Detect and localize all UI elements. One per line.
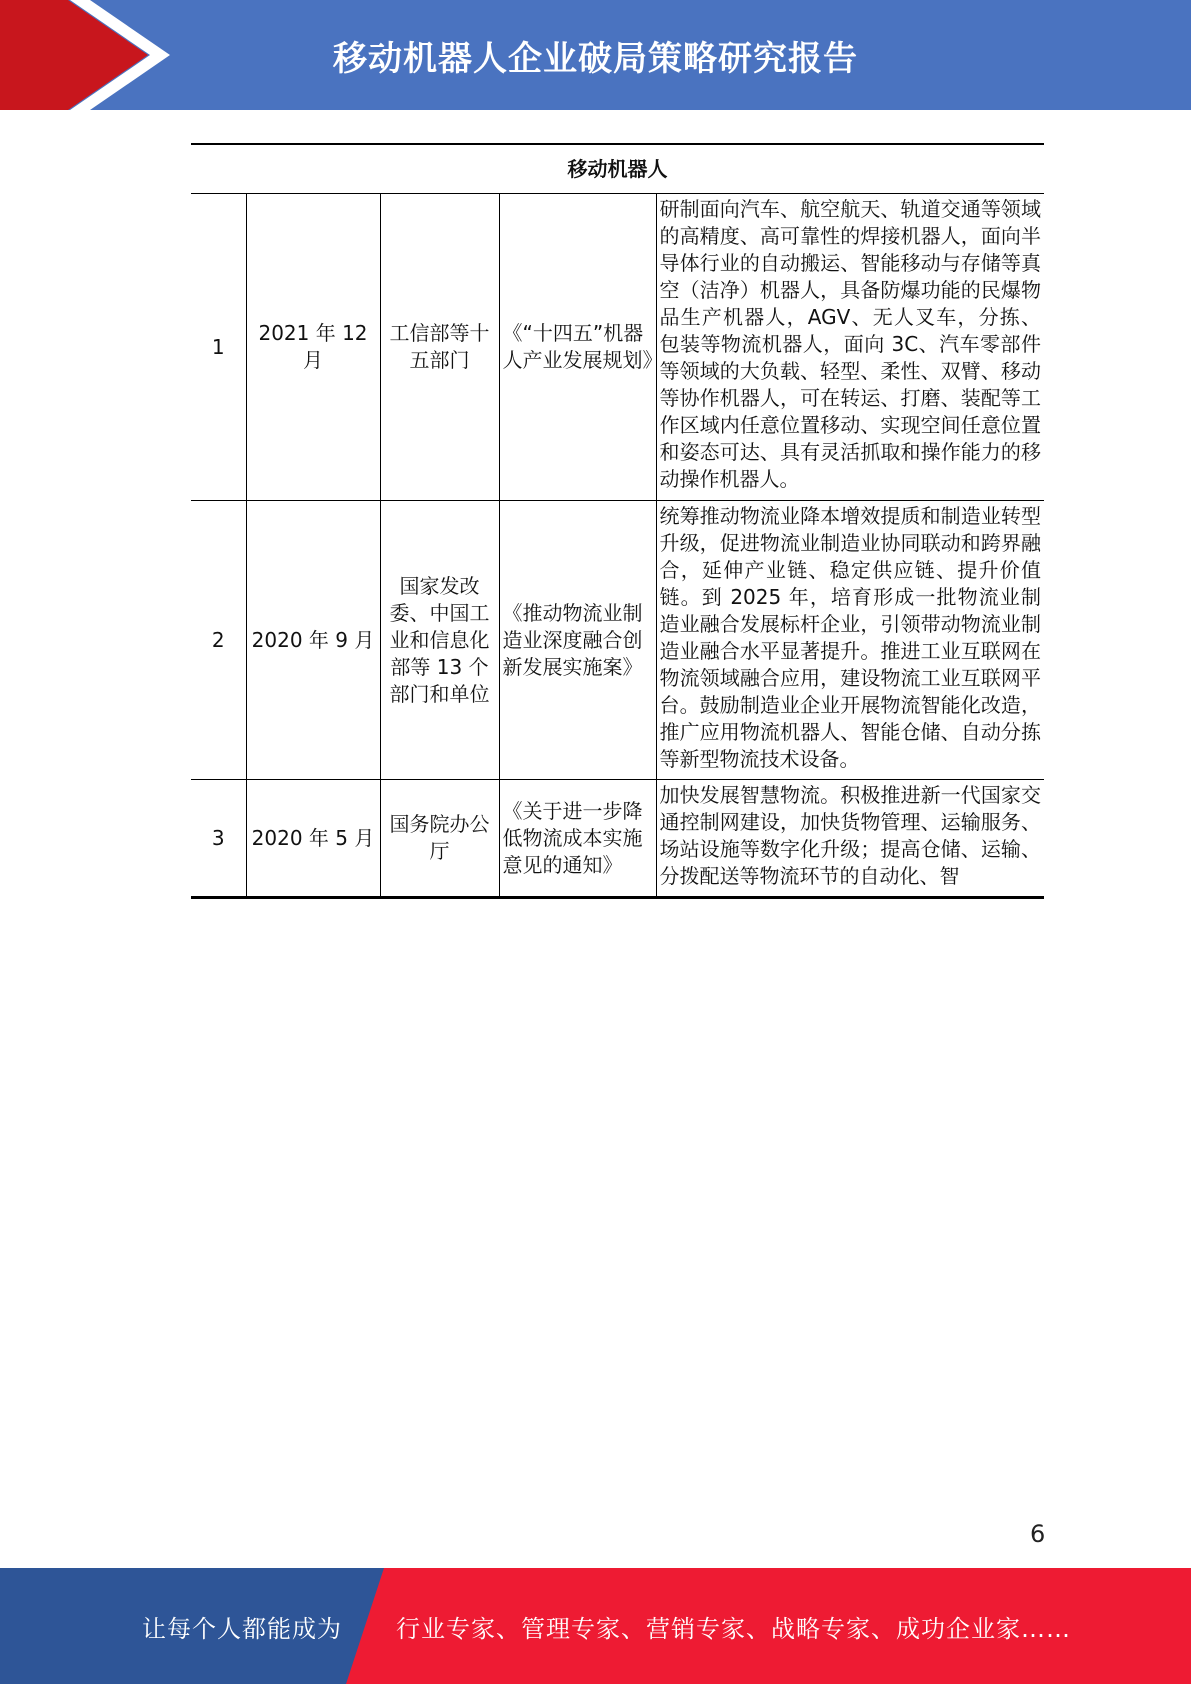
footer-slogan-right: 行业专家、管理专家、营销专家、战略专家、成功企业家…… — [396, 1614, 1071, 1643]
row-department: 国家发改委、中国工业和信息化部等 13 个部门和单位 — [380, 501, 499, 780]
page-footer — [0, 1568, 1191, 1684]
policy-table — [191, 143, 1044, 899]
row-date: 2020 年 9 月 — [246, 501, 380, 780]
row-policy: 《关于进一步降低物流成本实施意见的通知》 — [499, 780, 656, 898]
section-title: 移动机器人 — [191, 145, 1044, 194]
row-date: 2021 年 12 月 — [246, 194, 380, 501]
page-header — [0, 0, 1191, 110]
table-row — [191, 194, 1044, 501]
row-policy: 《“十四五”机器人产业发展规划》 — [499, 194, 656, 501]
row-department: 国务院办公厅 — [380, 780, 499, 898]
row-content: 统筹推动物流业降本增效提质和制造业转型升级，促进物流业制造业协同联动和跨界融合，延伸产业链、稳定供应链、提升价值链。到 2025 年，培育形成一批物流业制造业融合发展标杆企业，引领带动物流业制造业融合水平显著提升。推进工业互联网在物流领域融合应用，建设物流工业互联网平台。鼓励制造业企业开展物流智能化改造，推广应用物流机器人、智能仓储、自动分拣等新型物流技术设备。 — [656, 501, 1044, 780]
footer-slogan-left: 让每个人都能成为 — [142, 1614, 342, 1643]
table-row — [191, 780, 1044, 898]
row-department: 工信部等十五部门 — [380, 194, 499, 501]
report-title: 移动机器人企业破局策略研究报告 — [333, 38, 858, 79]
row-date: 2020 年 5 月 — [246, 780, 380, 898]
page-number: 6 — [1030, 1520, 1046, 1548]
row-content: 研制面向汽车、航空航天、轨道交通等领域的高精度、高可靠性的焊接机器人，面向半导体行业的自动搬运、智能移动与存储等真空（洁净）机器人，具备防爆功能的民爆物品生产机器人，AGV、无人叉车，分拣、包装等物流机器人，面向 3C、汽车零部件等领域的大负载、轻型、柔性、双臂、移动等协作机器人，可在转运、打磨、装配等工作区域内任意位置移动、实现空间任意位置和姿态可达、具有灵活抓取和操作能力的移动操作机器人。 — [656, 194, 1044, 501]
row-policy: 《推动物流业制造业深度融合创新发展实施案》 — [499, 501, 656, 780]
row-number: 2 — [191, 501, 246, 780]
table-row — [191, 501, 1044, 780]
row-number: 3 — [191, 780, 246, 898]
row-number: 1 — [191, 194, 246, 501]
table-section-row — [191, 145, 1044, 194]
row-content: 加快发展智慧物流。积极推进新一代国家交通控制网建设，加快货物管理、运输服务、场站设施等数字化升级；提高仓储、运输、分拨配送等物流环节的自动化、智 — [656, 780, 1044, 898]
